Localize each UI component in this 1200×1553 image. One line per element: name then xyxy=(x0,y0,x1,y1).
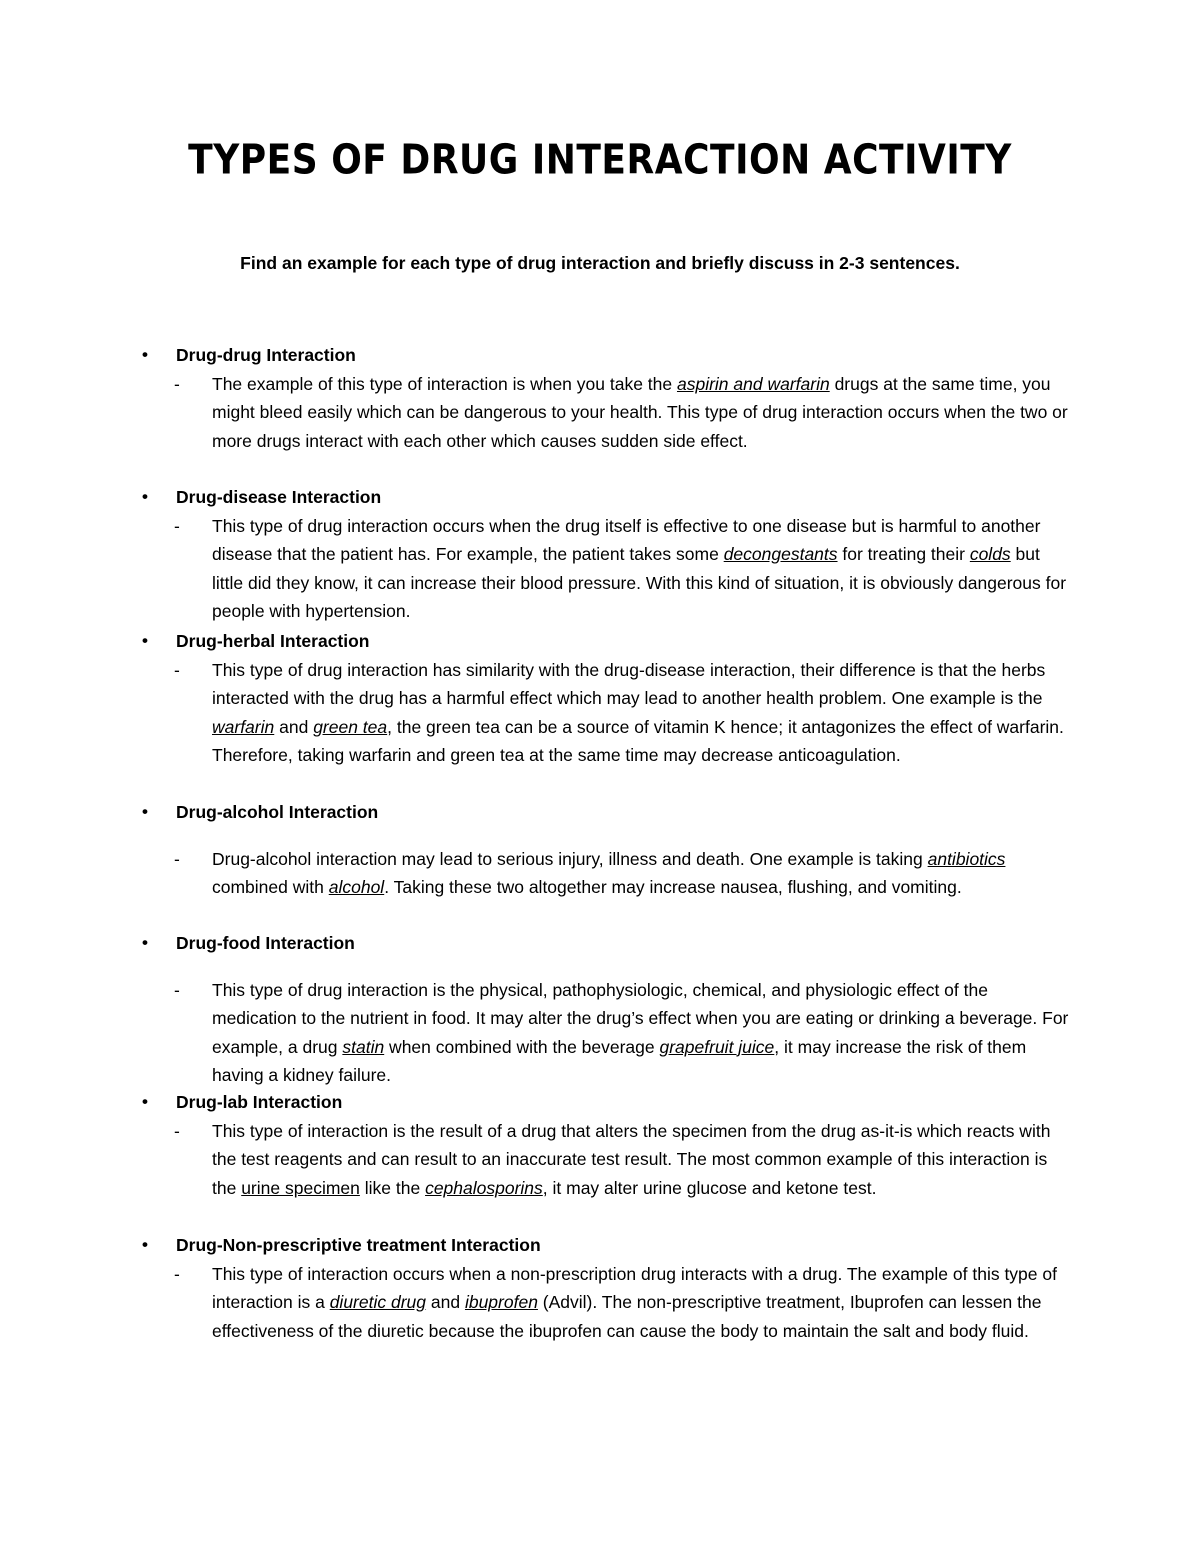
page-title: TYPES OF DRUG INTERACTION ACTIVITY xyxy=(188,136,1012,185)
dash-icon: - xyxy=(174,1263,180,1284)
section-drug-non-prescriptive xyxy=(142,1231,1072,1345)
section-drug-drug xyxy=(142,341,1072,455)
dash-icon: - xyxy=(174,659,180,680)
bullet-icon: • xyxy=(142,487,148,506)
section-body: - Drug-alcohol interaction may lead to serious injury, illness and death. One example is taking antibiotics combined with alcohol. Taking these two altogether may increase nausea, flushing, and vomiting. xyxy=(142,845,1072,902)
highlighted-term: antibiotics xyxy=(927,848,1006,869)
highlighted-term: colds xyxy=(969,544,1011,564)
section-heading: • Drug-alcohol Interaction xyxy=(142,798,1072,827)
section-drug-lab xyxy=(142,1088,1072,1202)
highlighted-term: cephalosporins xyxy=(425,1177,543,1198)
dash-icon: - xyxy=(174,515,180,536)
section-heading: • Drug-food Interaction xyxy=(142,929,1072,958)
highlighted-term: decongestants xyxy=(723,544,838,564)
section-heading: • Drug-herbal Interaction xyxy=(142,627,1072,656)
section-drug-alcohol xyxy=(142,798,1072,902)
highlighted-term: alcohol xyxy=(328,877,385,897)
highlighted-term: grapefruit juice xyxy=(659,1036,775,1057)
dash-icon: - xyxy=(174,1120,180,1141)
highlighted-term: ibuprofen xyxy=(464,1292,538,1312)
section-body: - The example of this type of interaction is when you take the aspirin and warfarin drugs at the same time, you might bleed easily which can be dangerous to your health. This type of drug interaction occurs when the two or more drugs interact with each other which causes sudden side effect. xyxy=(142,370,1072,456)
bullet-icon: • xyxy=(142,345,148,364)
highlighted-term: aspirin and warfarin xyxy=(676,373,830,394)
bullet-icon: • xyxy=(142,1092,148,1111)
bullet-icon: • xyxy=(142,802,148,821)
section-heading: • Drug-lab Interaction xyxy=(142,1088,1072,1117)
highlighted-term: diuretic drug xyxy=(329,1292,427,1312)
dash-icon: - xyxy=(174,848,180,869)
bullet-icon: • xyxy=(142,631,148,650)
highlighted-term: statin xyxy=(342,1036,385,1057)
section-body: - This type of interaction occurs when a non-prescription drug interacts with a drug. The example of this type of interaction is a diuretic drug and ibuprofen (Advil). The non-prescriptive treatment, Ibuprofen can lessen the effectiveness of the diuretic because the ibuprofen can cause the body to maintain the salt and body fluid. xyxy=(142,1260,1072,1346)
section-body: - This type of drug interaction is the physical, pathophysiologic, chemical, and physiologic effect of the medication to the nutrient in food. It may alter the drug’s effect when you are eating or drinking a beverage. For example, a drug statin when combined with the beverage grapefruit juice, it may increase the risk of them having a kidney failure. xyxy=(142,976,1072,1090)
section-heading: • Drug-Non-prescriptive treatment Interaction xyxy=(142,1231,1072,1260)
section-body: - This type of interaction is the result of a drug that alters the specimen from the drug as-it-is which reacts with the test reagents and can result to an inaccurate test result. The most common example of this interaction is the urine specimen like the cephalosporins, it may alter urine glucose and ketone test. xyxy=(142,1117,1072,1203)
highlighted-term: warfarin xyxy=(212,716,275,737)
bullet-icon: • xyxy=(142,1235,148,1254)
bullet-icon: • xyxy=(142,933,148,952)
section-heading: • Drug-disease Interaction xyxy=(142,483,1072,512)
section-body: - This type of drug interaction has similarity with the drug-disease interaction, their difference is that the herbs interacted with the drug has a harmful effect which may lead to another health problem. One example is the warfarin and green tea, the green tea can be a source of vitamin K hence; it antagonizes the effect of warfarin. Therefore, taking warfarin and green tea at the same time may decrease anticoagulation. xyxy=(142,656,1072,770)
section-body: - This type of drug interaction occurs when the drug itself is effective to one disease but is harmful to another disease that the patient has. For example, the patient takes some decongestants for treating their colds but little did they know, it can increase their blood pressure. With this kind of situation, it is obviously dangerous for people with hypertension. xyxy=(142,512,1072,626)
instructions: Find an example for each type of drug interaction and briefly discuss in 2-3 sentences. xyxy=(240,253,960,273)
section-drug-herbal xyxy=(142,627,1072,770)
highlighted-term: green tea xyxy=(313,716,388,737)
dash-icon: - xyxy=(174,373,180,394)
section-heading: • Drug-drug Interaction xyxy=(142,341,1072,370)
dash-icon: - xyxy=(174,979,180,1000)
section-drug-food xyxy=(142,929,1072,1090)
underlined-term: urine specimen xyxy=(241,1177,360,1198)
section-drug-disease xyxy=(142,483,1072,626)
